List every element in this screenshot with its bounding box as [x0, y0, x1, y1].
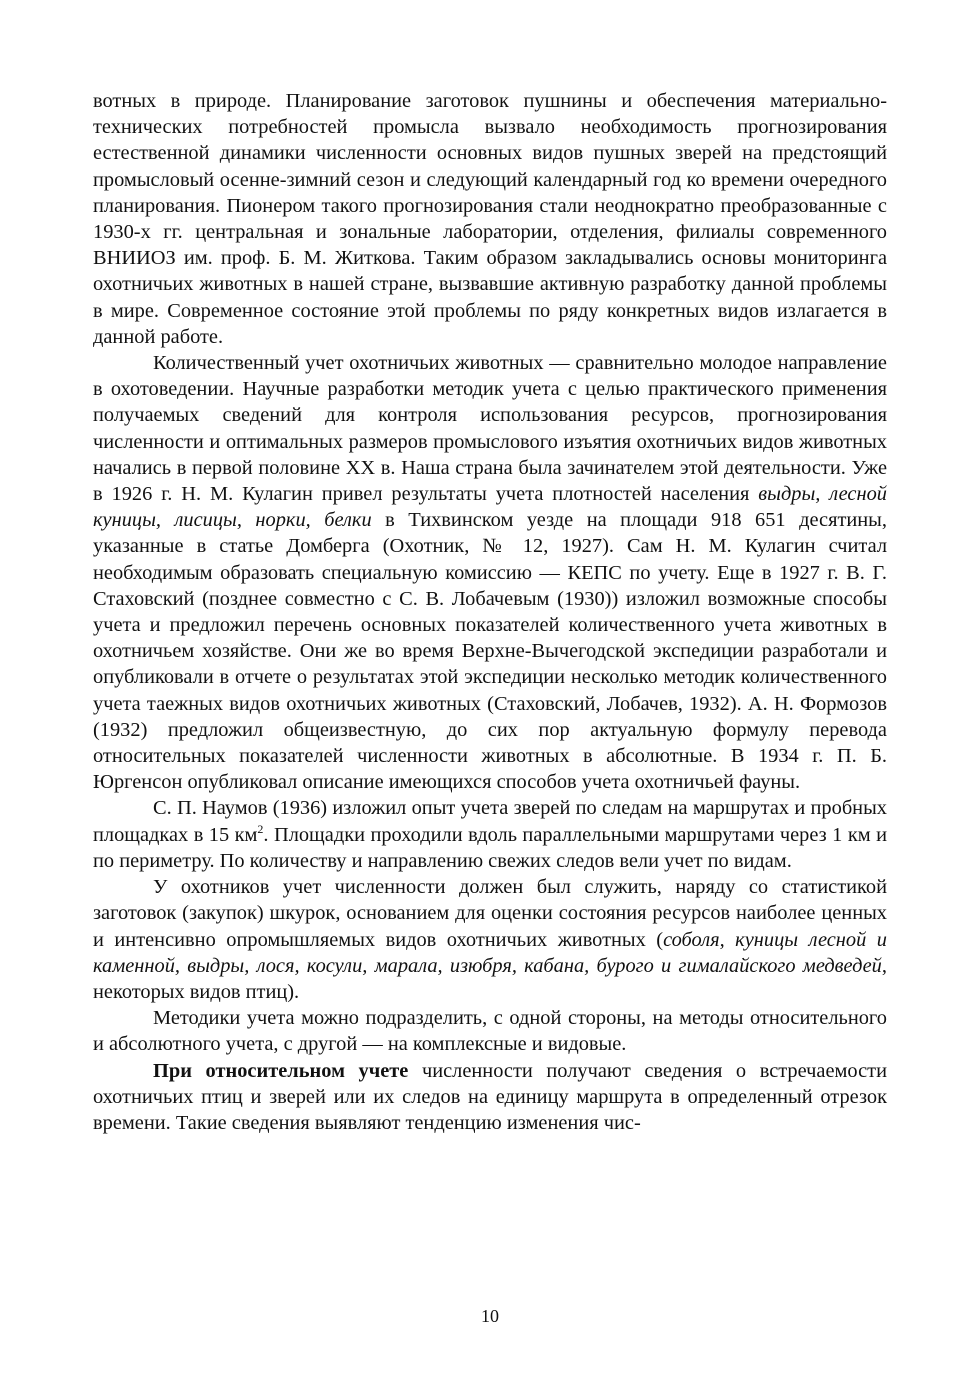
paragraph-2: Количественный учет охотничьих животных — сравнительно молодое направление в охотоведении. Научные разработки методик учета с целью практического применения получаемых сведений для контроля использования ресурсов, прогнозирования численности и оптимальных размеров промыслового изъятия охотничьих видов животных начались в первой половине XX в. Наша страна была зачинателем этой деятельности. Уже в 1926 г. Н. М. Кулагин привел результаты учета плотностей населения выдры, лесной куницы, лисицы, норки, белки в Тихвинском уезде на площади 918 651 десятины, указанные в статье Домберга (Охотник, № 12, 1927). Сам Н. М. Кулагин считал необходимым образовать специальную комиссию — КЕПС по учету. Еще в 1927 г. В. Г. Стаховский (позднее совместно с С. В. Лобачевым (1930)) изложил возможные способы учета и предложил перечень основных показателей количественного учета животных в охотничьем хозяйстве. Они же во время Верхне-Вычегодской экспедиции разработали и опубликовали в отчете о результатах этой экспедиции несколько методик количественного учета таежных видов охотничьих животных (Стаховский, Лобачев, 1932). А. Н. Формозов (1932) предложил общеизвестную, до сих пор актуальную формулу перевода относительных показателей численности животных в абсолютные. В 1934 г. П. Б. Юргенсон опубликовал описание имеющихся способов учета охотничьей фауны. — [93, 352, 887, 794]
paragraph-3: С. П. Наумов (1936) изложил опыт учета зверей по следам на маршрутах и пробных площадках в 15 $км^2$. Площадки проходили вдоль параллельными маршрутами через 1 км и по периметру. По количеству и направлению свежих следов вели учет по видам. — [93, 797, 887, 872]
italic-species-list: соболя, куницы лесной и каменной, выдры, лося, косули, марала, изюбря, кабана, бурого и гималайского медведей — [93, 928, 887, 977]
paragraph-5: Методики учета можно подразделить, с одной стороны, на методы относительного и абсолютного учета, с другой — на комплексные и видовые. — [93, 1007, 887, 1056]
paragraph-4: У охотников учет численности должен был служить, наряду со статистикой заготовок (закупок) шкурок, основанием для оценки состояния ресурсов наиболее ценных и интенсивно опромышляемых видов охотничьих животных (соболя, куницы лесной и каменной, выдры, лося, косули, марала, изюбря, кабана, бурого и гималайского медведей, некоторых видов птиц). — [93, 876, 887, 1003]
italic-species-list: выдры, лесной куницы, лисицы, норки, белки — [93, 483, 887, 532]
paragraph-6: При относительном учете численности получают сведения о встречаемости охотничьих птиц и зверей или их следов на единицу маршрута в определенный отрезок времени. Такие сведения выявляют тенденцию изменения чис- — [93, 1059, 887, 1134]
superscript: 2 — [257, 821, 264, 836]
bold-term: При относительном учете — [153, 1059, 409, 1082]
paragraph-1: вотных в природе. Планирование заготовок пушнины и обеспечения материально-технических потребностей промысла вызвало необходимость прогнозирования естественной динамики численности основных видов пушных зверей на предстоящий промысловый осенне-зимний сезон и следующий календарный год ко времени очередного планирования. Пионером такого прогнозирования стали неоднократно преобразованные с 1930-х гг. центральная и зональные лаборатории, отделения, филиалы современного ВНИИОЗ им. проф. Б. М. Житкова. Таким образом закладывались основы мониторинга охотничьих животных в нашей стране, вызвавшие активную разработку данной проблемы в мире. Современное состояние этой проблемы по ряду конкретных видов излагается в данной работе. — [93, 90, 887, 348]
page-number: 10 — [481, 1306, 499, 1326]
document-page — [93, 88, 887, 1136]
